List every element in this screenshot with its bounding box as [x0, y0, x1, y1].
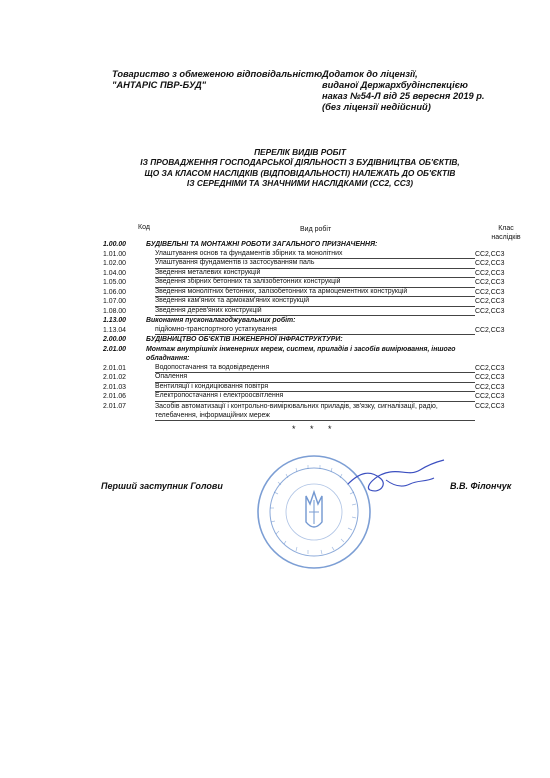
section-separator: * * * [292, 424, 338, 434]
row-description: Вентиляції і кондиціювання повітря [155, 383, 475, 393]
license-annex-note [322, 69, 485, 113]
signature [340, 450, 450, 510]
row-code: 2.00.00 [103, 336, 126, 343]
row-consequence-class: СС2,СС3 [475, 307, 505, 315]
company-name-block [112, 69, 322, 91]
company-line: "АНТАРІС ПВР-БУД" [112, 80, 207, 90]
row-description: БУДІВЕЛЬНІ ТА МОНТАЖНІ РОБОТИ ЗАГАЛЬНОГО ПРИЗНАЧЕННЯ: [146, 241, 378, 248]
row-code: 1.06.00 [103, 288, 126, 296]
signatory-position: Перший заступник Голови [101, 481, 223, 491]
title-line: ЩО ЗА КЛАСОМ НАСЛІДКІВ (ВІДПОВІДАЛЬНОСТІ) НАЛЕЖАТЬ ДО ОБ'ЄКТІВ [144, 167, 456, 178]
row-consequence-class: СС2,СС3 [475, 402, 505, 410]
row-code: 1.13.00 [103, 317, 126, 324]
row-description: Монтаж внутрішніх інженерних мереж, систем, приладів і засобів вимірювання, іншого обладнання: [146, 345, 456, 362]
table-row [103, 392, 523, 402]
row-code: 1.02.00 [103, 260, 126, 267]
row-description: Улаштування фундаментів із застосуванням паль [155, 259, 475, 269]
title-line: ІЗ СЕРЕДНІМИ ТА ЗНАЧНИМИ НАСЛІДКАМИ (СС2, СС3) [186, 178, 414, 189]
annex-line: Додаток до ліцензії, [322, 69, 418, 79]
table-row [103, 307, 523, 317]
row-description: Зведення металевих конструкцій [155, 269, 475, 279]
row-description: підйомно-транспортного устаткування [155, 326, 475, 336]
signatory-name: В.В. Філончук [450, 481, 512, 491]
works-table [103, 240, 523, 421]
table-row [103, 326, 523, 336]
row-description: БУДІВНИЦТВО ОБ'ЄКТІВ ІНЖЕНЕРНОЇ ІНФРАСТРУКТУРИ: [146, 336, 343, 343]
title-line: ПЕРЕЛІК ВИДІВ РОБІТ [254, 147, 346, 157]
table-row [103, 297, 523, 307]
table-row [103, 259, 523, 269]
table-row [103, 345, 523, 364]
row-code: 2.01.02 [103, 374, 126, 381]
table-row [103, 364, 523, 374]
row-code: 1.08.00 [103, 307, 126, 315]
row-code: 1.07.00 [103, 298, 126, 305]
row-consequence-class: СС2,СС3 [475, 288, 505, 296]
row-consequence-class: СС2,СС3 [475, 279, 505, 286]
row-consequence-class: СС2,СС3 [475, 374, 505, 381]
row-consequence-class: СС2,СС3 [475, 364, 505, 372]
row-consequence-class: СС2,СС3 [475, 269, 505, 277]
row-code: 1.05.00 [103, 279, 126, 286]
row-code: 1.01.00 [103, 250, 126, 258]
annex-line: (без ліцензії недійсний) [322, 102, 431, 112]
column-header-code: Код [138, 224, 150, 231]
row-description: Електропостачання і електроосвітлення [155, 392, 475, 402]
table-row [103, 402, 523, 421]
row-code: 1.00.00 [103, 241, 126, 248]
annex-line: наказ №54-Л від 25 вересня 2019 р. [322, 91, 485, 101]
row-description: Виконання пусконалагоджувальних робіт: [146, 317, 296, 324]
company-line: Товариство з обмеженою відповідальністю [112, 69, 323, 79]
column-header-work: Вид робіт [300, 226, 332, 233]
table-row [103, 373, 523, 383]
row-code: 2.01.01 [103, 364, 126, 372]
row-description: Опалення [155, 373, 475, 383]
row-description: Улаштування основ та фундаментів збірних та монолітних [155, 250, 475, 260]
row-consequence-class: СС2,СС3 [475, 383, 505, 391]
row-consequence-class: СС2,СС3 [475, 326, 505, 334]
table-row [103, 278, 523, 288]
row-code: 1.13.04 [103, 326, 126, 334]
row-consequence-class: СС2,СС3 [475, 250, 505, 258]
row-description: Зведення монолітних бетонних, залізобетонних та армоцементних конструкцій [155, 288, 475, 298]
table-row [103, 240, 523, 250]
row-code: 1.04.00 [103, 269, 126, 277]
document-title [110, 147, 490, 189]
table-row [103, 269, 523, 279]
row-code: 2.01.06 [103, 393, 126, 400]
row-code: 2.01.03 [103, 383, 126, 391]
table-row [103, 250, 523, 260]
table-row [103, 288, 523, 298]
annex-line: виданої Держархбудінспекцією [322, 80, 468, 90]
title-line: ІЗ ПРОВАДЖЕННЯ ГОСПОДАРСЬКОЇ ДІЯЛЬНОСТІ З БУДІВНИЦТВА ОБ'ЄКТІВ, [140, 157, 460, 168]
table-row [103, 316, 523, 326]
row-description: Зведення дерев'яних конструкцій [155, 307, 475, 317]
row-consequence-class: СС2,СС3 [475, 393, 505, 400]
table-row [103, 383, 523, 393]
row-code: 2.01.07 [103, 402, 126, 410]
row-description: Засобів автоматизації і контрольно-вимірювальних приладів, зв'язку, сигналізації, радіо, телебачення, інформаційних мереж [155, 402, 475, 421]
row-code: 2.01.00 [103, 345, 126, 353]
row-consequence-class: СС2,СС3 [475, 260, 505, 267]
row-description: Зведення кам'яних та армокам'яних конструкцій [155, 297, 475, 307]
row-consequence-class: СС2,СС3 [475, 298, 505, 305]
table-row [103, 335, 523, 345]
row-description: Зведення збірних бетонних та залізобетонних конструкцій [155, 278, 475, 288]
class-header-line: Клас [498, 225, 514, 232]
row-description: Водопостачання та водовідведення [155, 364, 475, 374]
class-header-line: наслідків [491, 234, 521, 241]
